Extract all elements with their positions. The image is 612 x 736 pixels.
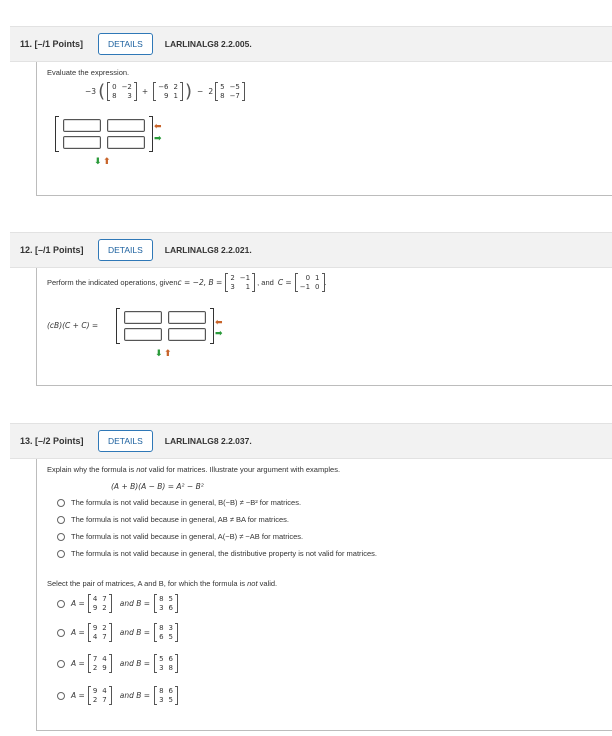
- question-13-formula: (A + B)(A − B) = A² − B²: [111, 482, 204, 491]
- matrix-a: 7 4 2 9: [88, 654, 112, 673]
- matrix-cell: −7: [229, 92, 240, 100]
- matrix-cell: 3: [127, 92, 132, 100]
- matrix-cell: 0: [305, 274, 311, 282]
- matrix-m1: [107, 82, 137, 101]
- add-row-down-arrow-icon[interactable]: ⬇: [94, 156, 102, 166]
- remove-row-up-arrow-icon[interactable]: ⬆: [164, 348, 172, 358]
- matrix-cell: −2: [121, 83, 132, 91]
- answer-input-r1c2[interactable]: [107, 119, 145, 132]
- matrix-cell: 8: [112, 92, 117, 100]
- add-column-right-arrow-icon[interactable]: ➡: [154, 133, 162, 143]
- matrix-m3: [215, 82, 245, 101]
- radio-button[interactable]: [57, 550, 65, 558]
- question-11-label: 11. [–/1 Points]: [20, 39, 84, 49]
- matrix-a: 9 2 4 7: [88, 623, 112, 642]
- matrix-cell: −1: [239, 274, 251, 282]
- matrix-b: 8 6 3 5: [154, 686, 178, 705]
- radio-button[interactable]: [57, 600, 65, 608]
- radio-button[interactable]: [57, 533, 65, 541]
- question-13-select-prompt: Select the pair of matrices, A and B, for which the formula is not valid.: [47, 579, 278, 588]
- matrix-a: 9 4 2 7: [88, 686, 112, 705]
- radio-button[interactable]: [57, 692, 65, 700]
- add-row-down-arrow-icon[interactable]: ⬇: [155, 348, 163, 358]
- add-column-left-arrow-icon[interactable]: ⬅: [154, 121, 162, 131]
- question-12-body: [36, 268, 612, 386]
- question-12-label: 12. [–/1 Points]: [20, 245, 84, 255]
- matrix-cell: 8: [220, 92, 225, 100]
- question-13-label: 13. [–/2 Points]: [20, 436, 84, 446]
- matrix-cell: −1: [299, 283, 311, 291]
- question-11-prompt: Evaluate the expression.: [47, 68, 130, 77]
- question-12-code: LARLINALG8 2.2.021.: [164, 245, 252, 255]
- matrix-cell: 9: [164, 92, 169, 100]
- matrix-cell: 3: [230, 283, 235, 291]
- matrix-m2: [153, 82, 183, 101]
- answer-matrix-11: [55, 116, 153, 152]
- matrix-cell: 1: [245, 283, 251, 291]
- question-12-prompt: Perform the indicated operations, given c = −2, B = 2 −1 3 1 , and C = 0 1 −1 0 .: [47, 274, 327, 291]
- radio-button[interactable]: [57, 499, 65, 507]
- right-paren: ): [184, 80, 193, 102]
- matrix-cell: 0: [112, 83, 117, 91]
- matrix-a: 4 7 9 2: [88, 594, 112, 613]
- question-13-prompt: Explain why the formula is not valid for matrices. Illustrate your argument with examples.: [47, 465, 341, 474]
- matrix-cell: −6: [158, 83, 169, 91]
- explanation-option-1[interactable]: The formula is not valid because in general, B(−B) ≠ −B² for matrices.: [57, 498, 301, 507]
- question-12-details-button[interactable]: DETAILS: [98, 239, 153, 261]
- question-11-body: [36, 62, 612, 196]
- radio-button[interactable]: [57, 629, 65, 637]
- answer-input-r2c2[interactable]: [107, 136, 145, 149]
- matrix-cell: 2: [230, 274, 235, 282]
- expr-coef-2: 2: [208, 87, 214, 96]
- add-column-right-arrow-icon[interactable]: ➡: [215, 328, 223, 338]
- add-column-left-arrow-icon[interactable]: ⬅: [215, 317, 223, 327]
- question-11-header: [10, 26, 612, 62]
- matrix-b: 8 5 3 6: [154, 594, 178, 613]
- answer-input-r2c1[interactable]: [63, 136, 101, 149]
- question-11-expression: [85, 82, 245, 101]
- matrix-pair-option-4[interactable]: A = 9 4 2 7 and B = 8 6 3 5: [57, 686, 178, 705]
- matrix-pair-option-3[interactable]: A = 7 4 2 9 and B = 5 6 3 8: [57, 654, 178, 673]
- matrix-cell: 2: [173, 83, 178, 91]
- question-13-header: [10, 423, 612, 459]
- matrix-cell: 5: [220, 83, 225, 91]
- question-13-details-button[interactable]: DETAILS: [98, 430, 153, 452]
- matrix-cell: −5: [229, 83, 240, 91]
- matrix-cell: 1: [173, 92, 178, 100]
- minus-sign: −: [197, 87, 204, 96]
- radio-button[interactable]: [57, 660, 65, 668]
- left-paren: (: [98, 80, 106, 102]
- question-13-body: [36, 459, 612, 731]
- matrix-cell: 0: [315, 283, 320, 291]
- matrix-b: 5 6 3 8: [154, 654, 178, 673]
- question-12-header: [10, 232, 612, 268]
- matrix-cell: 1: [315, 274, 320, 282]
- question-11-details-button[interactable]: DETAILS: [98, 33, 153, 55]
- explanation-option-4[interactable]: The formula is not valid because in general, the distributive property is not valid for matrices.: [57, 549, 377, 558]
- answer-matrix-12: [116, 308, 214, 344]
- remove-row-up-arrow-icon[interactable]: ⬆: [103, 156, 111, 166]
- answer-input-r1c2[interactable]: [168, 311, 206, 324]
- question-13-code: LARLINALG8 2.2.037.: [164, 436, 252, 446]
- answer-input-r2c2[interactable]: [168, 328, 206, 341]
- matrix-c: [295, 273, 325, 292]
- matrix-pair-option-1[interactable]: A = 4 7 9 2 and B = 8 5 3 6: [57, 594, 178, 613]
- answer-input-r1c1[interactable]: [124, 311, 162, 324]
- plus-sign: +: [141, 87, 149, 96]
- explanation-option-2[interactable]: The formula is not valid because in general, AB ≠ BA for matrices.: [57, 515, 289, 524]
- question-12-expression-label: (cB)(C + C) =: [47, 321, 99, 330]
- question-11-code: LARLINALG8 2.2.005.: [164, 39, 252, 49]
- explanation-option-3[interactable]: The formula is not valid because in general, A(−B) ≠ −AB for matrices.: [57, 532, 303, 541]
- answer-input-r2c1[interactable]: [124, 328, 162, 341]
- answer-input-r1c1[interactable]: [63, 119, 101, 132]
- matrix-b: [225, 273, 255, 292]
- matrix-b: 8 3 6 5: [154, 623, 178, 642]
- radio-button[interactable]: [57, 516, 65, 524]
- expr-coef-1: −3: [85, 87, 97, 96]
- matrix-pair-option-2[interactable]: A = 9 2 4 7 and B = 8 3 6 5: [57, 623, 178, 642]
